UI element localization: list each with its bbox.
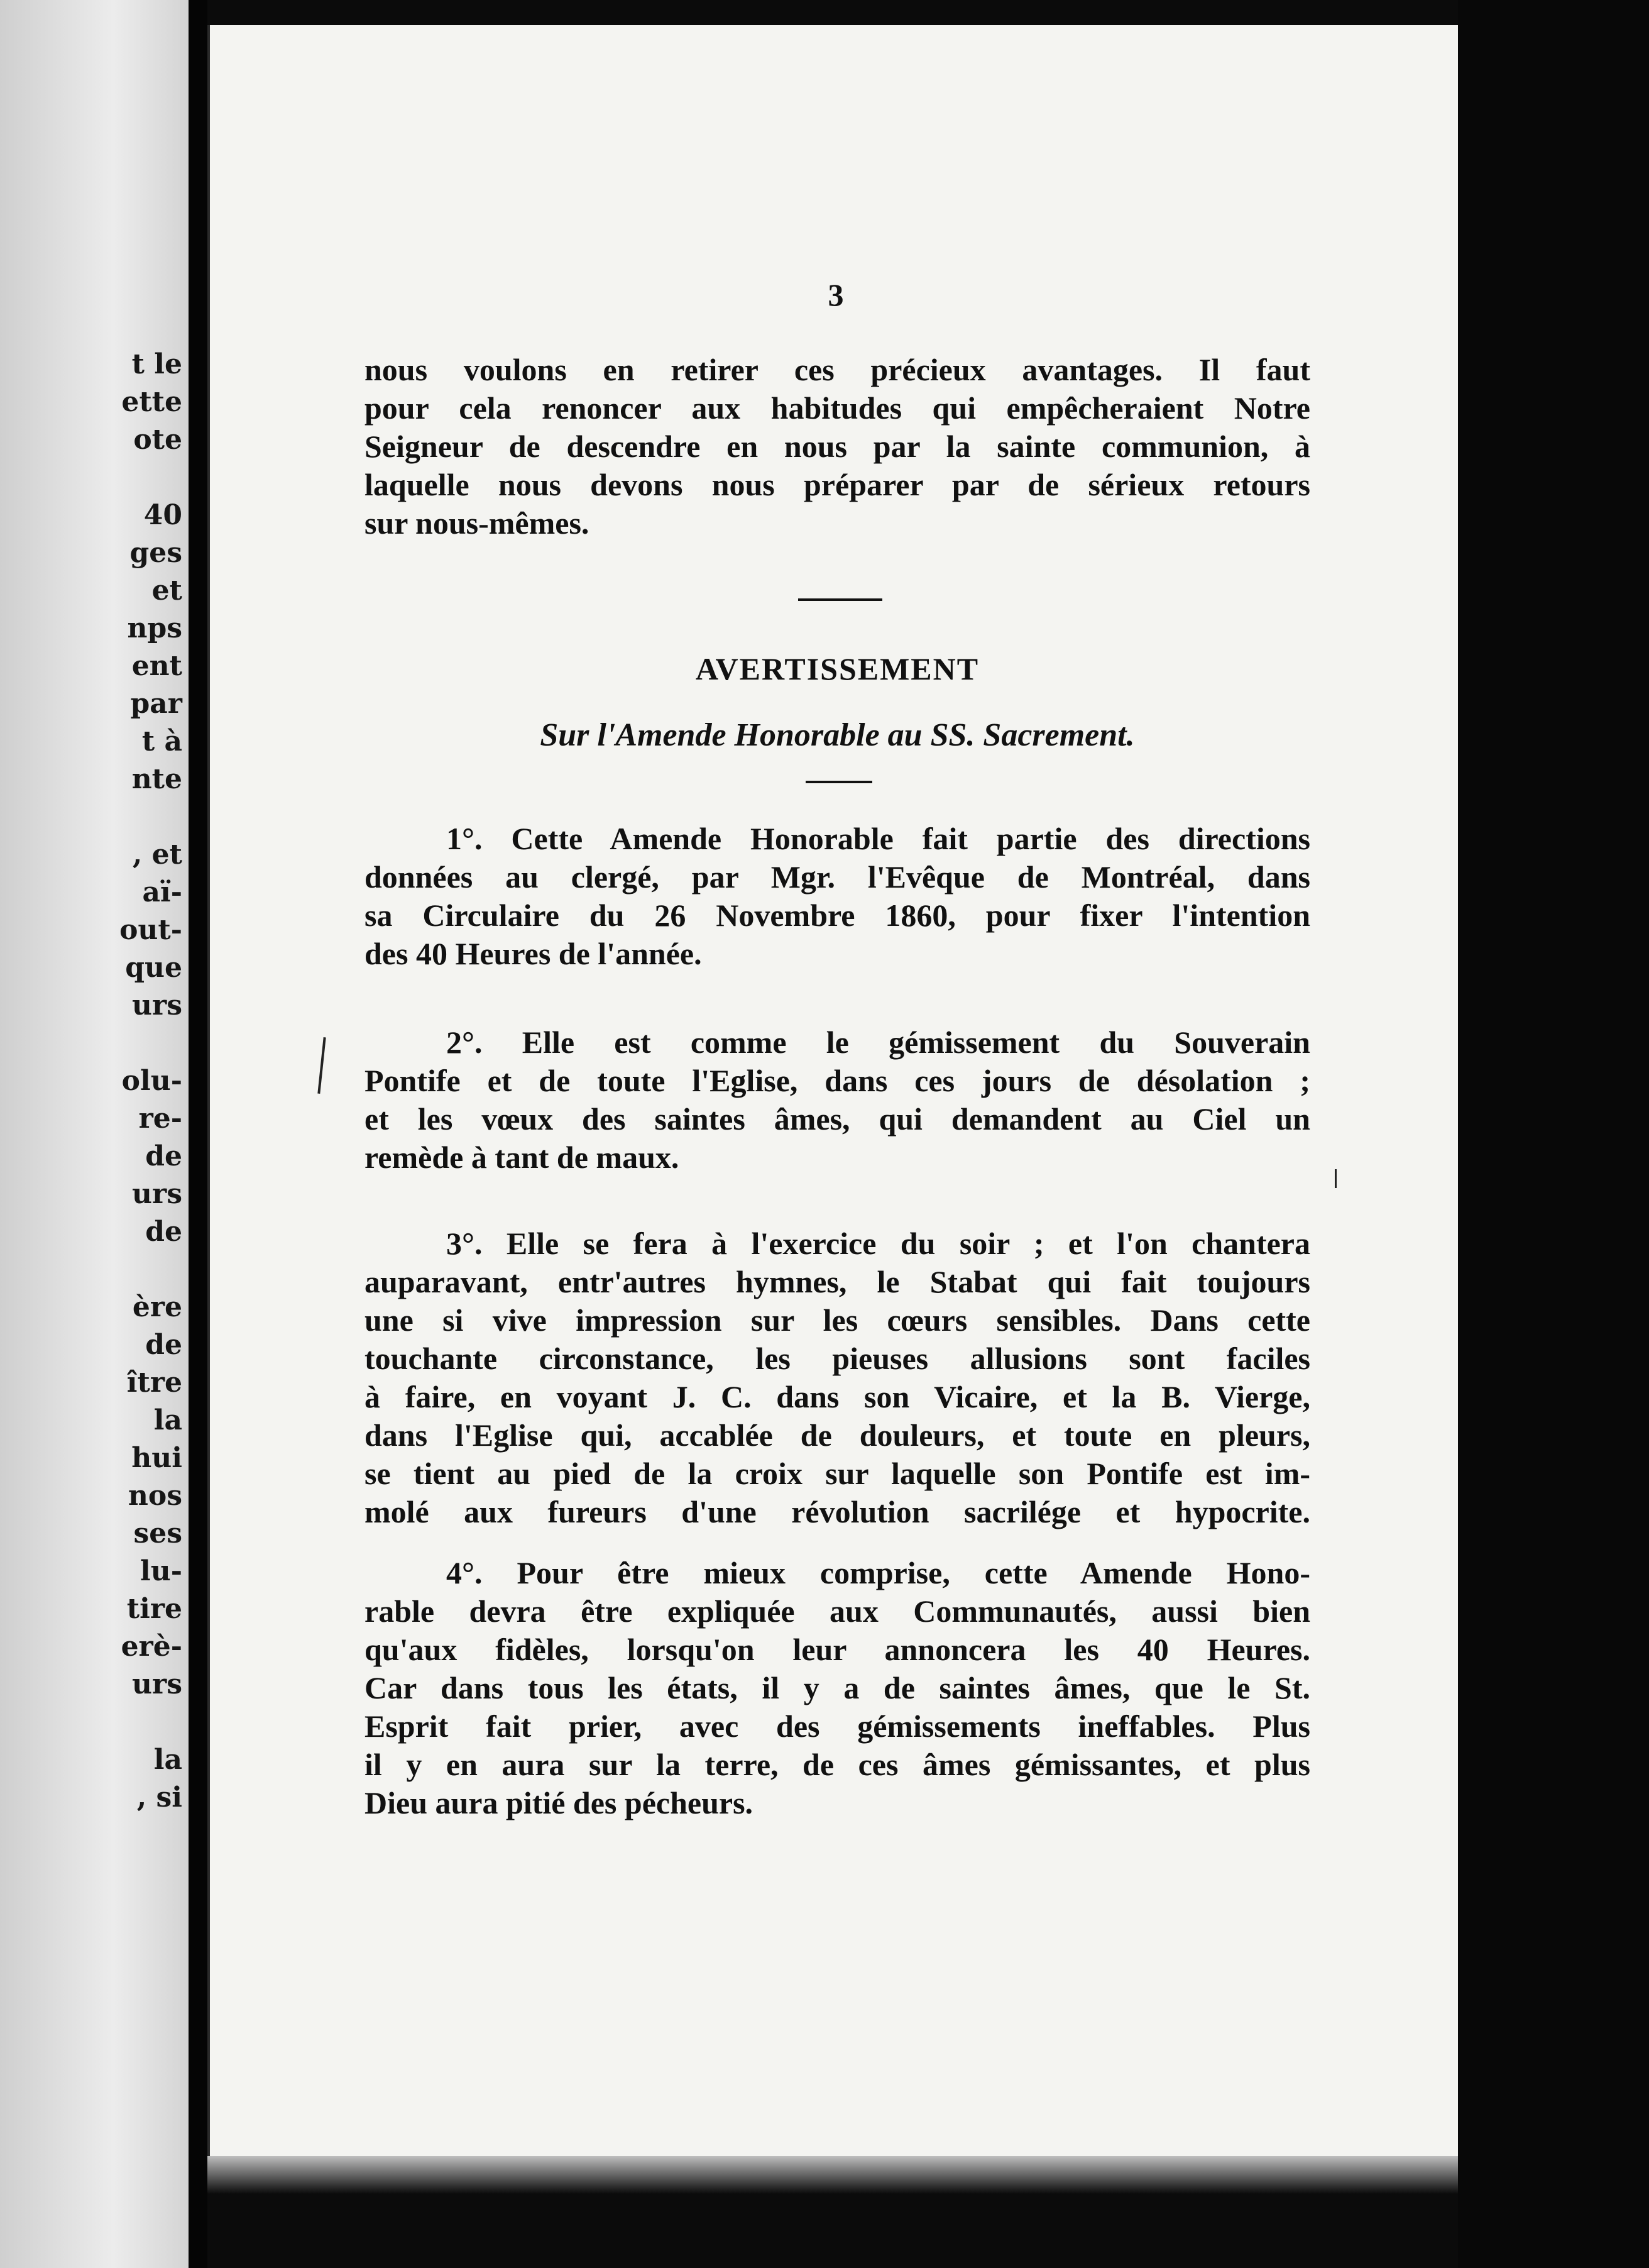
text-line: 4°. Pour être mieux comprise, cette Amende Hono- bbox=[446, 1555, 1310, 1590]
left-page-fragment bbox=[119, 1025, 182, 1062]
text-line: molé aux fureurs d'une révolution sacrilége et hypocrite. bbox=[364, 1494, 1310, 1529]
text-line: 1°. Cette Amende Honorable fait partie des directions bbox=[446, 821, 1310, 856]
left-page-fragment: de bbox=[145, 1216, 182, 1248]
left-page-text-fragments bbox=[119, 346, 182, 1817]
page-edge-shadow bbox=[207, 2156, 1458, 2194]
scan-background bbox=[1458, 0, 1649, 2268]
book-gutter bbox=[189, 0, 207, 2268]
left-page-fragment bbox=[119, 1251, 182, 1289]
section-subheading: Sur l'Amende Honorable au SS. Sacrement. bbox=[540, 717, 1135, 753]
text-line: pour cela renoncer aux habitudes qui empêcheraient Notre bbox=[364, 390, 1310, 426]
numbered-paragraph-1 bbox=[364, 820, 1310, 973]
adjacent-left-page bbox=[0, 0, 189, 2268]
left-page-fragment: urs bbox=[132, 1178, 182, 1210]
left-page-fragment: urs bbox=[132, 989, 182, 1021]
left-page-fragment: nps bbox=[127, 612, 182, 644]
left-page-fragment: nos bbox=[128, 1480, 182, 1512]
text-line: remède à tant de maux. bbox=[364, 1140, 679, 1175]
left-page-fragment: tire bbox=[126, 1593, 182, 1625]
text-line: se tient au pied de la croix sur laquelle son Pontife est im- bbox=[364, 1456, 1310, 1491]
left-page-fragment: ses bbox=[133, 1517, 182, 1550]
left-page-fragment: olu- bbox=[121, 1065, 182, 1097]
left-page-fragment: ère bbox=[132, 1291, 182, 1323]
left-page-fragment: , et bbox=[133, 839, 182, 871]
text-line: et les vœux des saintes âmes, qui demandent au Ciel un bbox=[364, 1101, 1310, 1137]
left-page-fragment: par bbox=[130, 688, 182, 720]
text-line: des 40 Heures de l'année. bbox=[364, 936, 702, 971]
text-line: Car dans tous les états, il y a de saintes âmes, que le St. bbox=[364, 1670, 1310, 1705]
intro-paragraph bbox=[364, 351, 1310, 542]
left-page-fragment bbox=[119, 798, 182, 836]
left-page-fragment bbox=[119, 459, 182, 497]
text-line: Pontife et de toute l'Eglise, dans ces jours de désolation ; bbox=[364, 1063, 1310, 1098]
left-page-fragment: et bbox=[151, 575, 182, 607]
text-line: dans l'Eglise qui, accablée de douleurs, et toute en pleurs, bbox=[364, 1418, 1310, 1453]
numbered-paragraph-2 bbox=[364, 1023, 1310, 1177]
text-line: sur nous-mêmes. bbox=[364, 505, 589, 541]
text-line: auparavant, entr'autres hymnes, le Stabat qui fait toujours bbox=[364, 1264, 1310, 1299]
left-page-fragment: lu- bbox=[140, 1555, 182, 1587]
text-line: données au clergé, par Mgr. l'Evêque de Montréal, dans bbox=[364, 859, 1310, 895]
text-line: Esprit fait prier, avec des gémissements ineffables. Plus bbox=[364, 1709, 1310, 1744]
separator-rule bbox=[798, 598, 882, 601]
text-line: 3°. Elle se fera à l'exercice du soir ; et l'on chantera bbox=[446, 1226, 1310, 1261]
page-number: 3 bbox=[828, 277, 844, 312]
numbered-paragraph-4 bbox=[364, 1554, 1310, 1822]
left-page-fragment: t le bbox=[131, 348, 182, 380]
text-line: Seigneur de descendre en nous par la sainte communion, à bbox=[364, 429, 1310, 464]
left-page-fragment: 40 bbox=[143, 499, 182, 531]
left-page-fragment: la bbox=[153, 1744, 182, 1776]
left-page-fragment: out- bbox=[119, 914, 182, 946]
stray-mark bbox=[1335, 1169, 1337, 1188]
text-line: sa Circulaire du 26 Novembre 1860, pour fixer l'intention bbox=[364, 898, 1310, 933]
left-page-fragment: erè- bbox=[121, 1631, 182, 1663]
section-heading: AVERTISSEMENT bbox=[695, 651, 980, 686]
left-page-fragment bbox=[119, 1704, 182, 1741]
text-line: il y en aura sur la terre, de ces âmes gémissantes, et plus bbox=[364, 1747, 1310, 1782]
main-page bbox=[207, 25, 1458, 2156]
left-page-fragment: re- bbox=[138, 1103, 182, 1135]
left-page-fragment: , si bbox=[136, 1781, 182, 1814]
left-page-fragment: ent bbox=[131, 650, 182, 682]
left-page-fragment: aï- bbox=[142, 876, 182, 908]
text-line: touchante circonstance, les pieuses allusions sont faciles bbox=[364, 1341, 1310, 1376]
text-line: à faire, en voyant J. C. dans son Vicaire, et la B. Vierge, bbox=[364, 1379, 1310, 1414]
text-line: nous voulons en retirer ces précieux avantages. Il faut bbox=[364, 352, 1310, 387]
left-page-fragment: que bbox=[125, 952, 182, 984]
text-line: rable devra être expliquée aux Communautés, aussi bien bbox=[364, 1594, 1310, 1629]
left-page-fragment: nte bbox=[131, 763, 182, 795]
text-line: Dieu aura pitié des pécheurs. bbox=[364, 1785, 753, 1820]
text-line: qu'aux fidèles, lorsqu'on leur annoncera les 40 Heures. bbox=[364, 1632, 1310, 1667]
left-page-fragment: de bbox=[145, 1140, 182, 1172]
left-page-fragment: t à bbox=[141, 725, 182, 757]
stray-mark bbox=[317, 1037, 326, 1094]
left-page-fragment: ette bbox=[121, 386, 182, 418]
separator-rule bbox=[806, 781, 872, 783]
left-page-fragment: ote bbox=[133, 424, 182, 456]
text-line: une si vive impression sur les cœurs sensibles. Dans cette bbox=[364, 1302, 1310, 1338]
left-page-fragment: de bbox=[145, 1329, 182, 1361]
left-page-fragment: ître bbox=[126, 1367, 182, 1399]
left-page-fragment: la bbox=[153, 1404, 182, 1436]
text-line: 2°. Elle est comme le gémissement du Souverain bbox=[446, 1025, 1310, 1060]
left-page-fragment: hui bbox=[131, 1442, 182, 1474]
left-page-fragment: urs bbox=[132, 1668, 182, 1700]
text-line: laquelle nous devons nous préparer par de sérieux retours bbox=[364, 467, 1310, 502]
numbered-paragraph-3 bbox=[364, 1225, 1310, 1531]
left-page-fragment: ges bbox=[129, 537, 182, 569]
